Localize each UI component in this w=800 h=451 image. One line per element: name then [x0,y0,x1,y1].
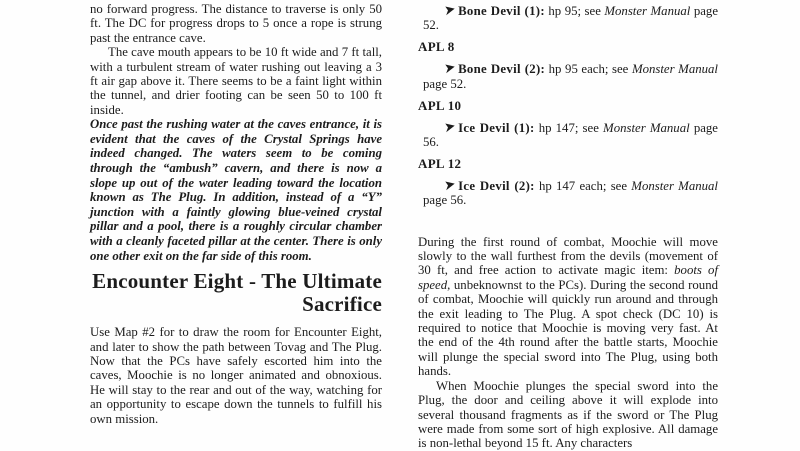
apl-12-heading: APL 12 [418,156,462,172]
creature-stats: hp 95; see [544,4,605,18]
creature-bullet-icon: ➤ [444,118,456,135]
stat-line-bone-devil-2 [418,59,718,91]
stat-line-bone-devil-1 [418,1,718,33]
apl-8-heading: APL 8 [418,39,455,55]
magic-item-name: boots of speed [418,263,718,292]
source-book: Monster Manual [631,179,718,194]
right-column [418,0,718,451]
source-book: Monster Manual [631,62,718,77]
creature-name: Bone Devil (2): [458,62,546,77]
paragraph-cave-mouth: The cave mouth appears to be 10 ft wide and 7 ft tall, with a turbulent stream of water rushing out leaving a 3 ft air gap above it. There seems to be a faint light within the tunnel, and drier footing can be seen 50 to 100 ft inside. [90,45,382,117]
stat-line-ice-devil-1 [418,118,718,150]
combat-text-start: During the first round of combat, Moochie will move slowly to the wall furthest from the devils (movement of 30 ft, and free action to activate magic item: [418,234,718,278]
encounter-eight-heading: Encounter Eight - The Ultimate Sacrifice [92,269,382,317]
paragraph-moochie-combat [418,235,718,379]
combat-text-end: , unbeknownst to the PCs). During the second round of combat, Moochie will quickly run around and through the exit leading to The Plug. A spot check (DC 10) is required to notice that Moochie is moving very fast. At the end of the 4th round after the battle starts, Moochie will plunge the special sword into The Plug, using both hands. [418,277,718,379]
source-book: Monster Manual [603,120,690,135]
source-page: page 56. [423,120,718,150]
source-page: page 56. [423,193,467,208]
section-divider-gap [418,213,718,235]
left-column [90,0,382,426]
creature-stats: hp 147; see [534,120,604,135]
source-page: page 52. [423,4,718,33]
creature-name: Ice Devil (1): [458,120,535,135]
read-aloud-text: Once past the rushing water at the caves entrance, it is evident that the caves of the Crystal Springs have indeed changed. The waters seem to be coming through the “ambush” cavern, and there is now a slope up out of the water leading toward the location known as The Plug. In addition, instead of a “Y” junction with a faintly glowing blue-veined crystal pillar and a pool, there is a roughly circular chamber with a cleanly faceted pillar at the center. There is only one other exit on the far side of this room. [90,117,382,263]
creature-bullet-icon: ➤ [444,176,456,194]
creature-stats: hp 95 each; see [545,62,632,77]
creature-bullet-icon: ➤ [444,59,456,77]
source-book: Monster Manual [604,4,691,18]
creature-name: Ice Devil (2): [458,179,535,194]
paragraph-use-map: Use Map #2 for to draw the room for Encounter Eight, and later to show the path between Tovag and The Plug. Now that the PCs have safely escorted him into the caves, Moochie is no longer animated and obnoxious. He will stay to the rear and out of the way, watching for an opportunity to escape down the tunnels to fulfill his own mission. [90,325,382,426]
source-page: page 52. [423,76,467,91]
paragraph-forward-progress: no forward progress. The distance to traverse is only 50 ft. The DC for progress drops to 5 once a rope is strung past the entrance cave. [90,2,382,45]
apl-10-heading: APL 10 [418,97,462,113]
creature-bullet-icon: ➤ [444,1,456,18]
paragraph-plug-explosion: When Moochie plunges the special sword into the Plug, the door and ceiling above it will explode into several thousand fragments as if the sword or The Plug were made from some sort of high explosive. All damage is non-lethal beyond 15 ft. Any characters [418,378,718,451]
creature-stats: hp 147 each; see [534,179,632,194]
stat-line-ice-devil-2 [418,176,718,208]
creature-name: Bone Devil (1): [458,4,545,18]
